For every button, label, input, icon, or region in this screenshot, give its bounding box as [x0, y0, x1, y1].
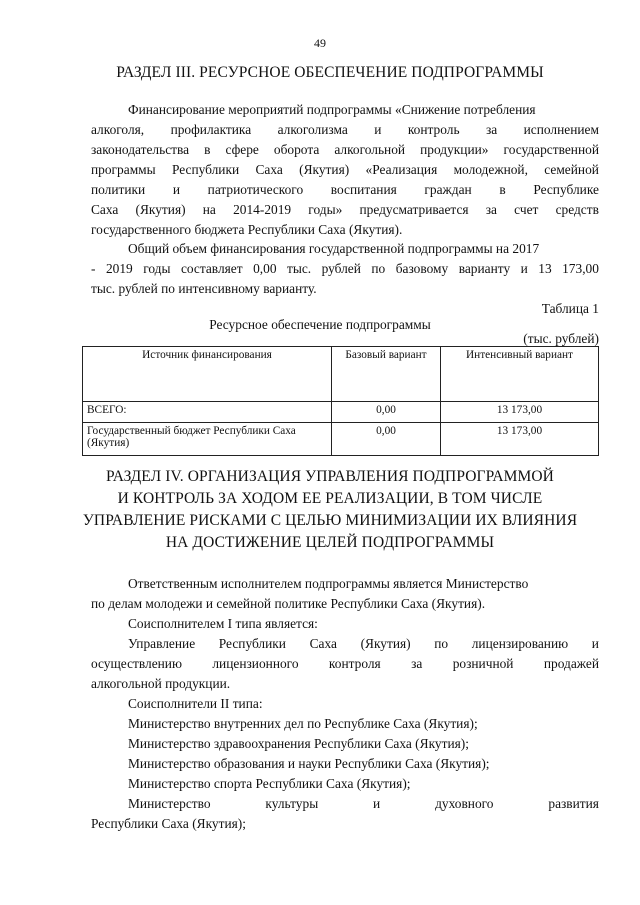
header-intensive: Интенсивный вариант: [441, 347, 599, 402]
word: годы»: [308, 202, 343, 217]
word: тыс.: [286, 261, 312, 276]
cell-intensive: 13 173,00: [441, 423, 599, 456]
header-source: Источник финансирования: [83, 347, 332, 402]
word: на: [202, 202, 216, 217]
table-header-row: [83, 347, 599, 402]
word: рублей: [321, 261, 361, 276]
word: патриотического: [207, 182, 304, 197]
word: алкоголя,: [91, 122, 145, 137]
word: Саха: [309, 636, 337, 651]
word: розничной: [452, 656, 514, 671]
word: алкоголизма: [277, 122, 348, 137]
p1-line-4: [91, 162, 599, 178]
word: 173,00: [562, 261, 599, 276]
word: (Якутия): [360, 636, 411, 651]
word: сфере: [225, 142, 259, 157]
co2-label: Соисполнители II типа:: [128, 696, 263, 711]
word: Республики: [171, 162, 240, 177]
word: 0,00: [253, 261, 277, 276]
word: профилактика: [170, 122, 252, 137]
co1-label: Соисполнителем I типа является:: [128, 616, 318, 631]
word: и: [520, 261, 528, 276]
word: 2019: [105, 261, 133, 276]
co2-item: Министерство образования и науки Республики Саха (Якутия);: [128, 756, 490, 771]
co2-item-last-line-1: [128, 796, 599, 812]
cell-base: 0,00: [332, 402, 441, 423]
word: «Реализация: [365, 162, 438, 177]
cell-intensive: 13 173,00: [441, 402, 599, 423]
word: и: [591, 636, 599, 651]
word: в: [499, 182, 506, 197]
word: составляет: [180, 261, 243, 276]
table-units: (тыс. рублей): [523, 331, 599, 346]
co2-item: Министерство спорта Республики Саха (Якутия);: [128, 776, 411, 791]
word: и: [373, 796, 381, 811]
word: граждан: [424, 182, 472, 197]
word: контроля: [328, 656, 381, 671]
word: семейной: [544, 162, 599, 177]
p1-line-7: государственного бюджета Республики Саха (Якутия).: [91, 222, 403, 237]
word: (Якутия): [299, 162, 350, 177]
word: молодежной,: [453, 162, 528, 177]
table-row: [83, 402, 599, 423]
word: духовного: [435, 796, 494, 811]
word: исполнением: [523, 122, 599, 137]
section-3-heading: РАЗДЕЛ III. РЕСУРСНОЕ ОБЕСПЕЧЕНИЕ ПОДПРОГРАММЫ: [116, 64, 544, 81]
co1-line-2: [91, 656, 599, 672]
word: за: [411, 656, 423, 671]
resp-line-2: по делам молодежи и семейной политике Республики Саха (Якутия).: [91, 596, 486, 611]
co1-line-1: [128, 636, 599, 652]
word: в: [204, 142, 211, 157]
co1-line-3: алкогольной продукции.: [91, 676, 231, 691]
header-base: Базовый вариант: [332, 347, 441, 402]
word: варианту: [458, 261, 511, 276]
word: продукции»: [420, 142, 489, 157]
word: алкогольной: [334, 142, 406, 157]
word: за: [485, 202, 497, 217]
word: счет: [514, 202, 539, 217]
word: Республике: [533, 182, 599, 197]
word: программы: [91, 162, 156, 177]
word: Министерство: [128, 796, 211, 811]
word: Саха: [255, 162, 283, 177]
resource-table: [82, 346, 599, 456]
section-4-heading-line-3: УПРАВЛЕНИЕ РИСКАМИ С ЦЕЛЬЮ МИНИМИЗАЦИИ ИХ ВЛИЯНИЯ: [82, 512, 578, 529]
word: политики: [91, 182, 146, 197]
p2-line-2: [91, 261, 599, 277]
p2-line-1: Общий объем финансирования государственной подпрограммы на 2017: [128, 241, 540, 256]
word: Республики: [218, 636, 286, 651]
section-4-heading-line-4: НА ДОСТИЖЕНИЕ ЦЕЛЕЙ ПОДПРОГРАММЫ: [165, 534, 495, 551]
word: по: [371, 261, 386, 276]
word: и: [172, 182, 181, 197]
word: средств: [555, 202, 599, 217]
word: Управление: [128, 636, 196, 651]
p2-line-3: тыс. рублей по интенсивному варианту.: [91, 281, 317, 296]
table-row: [83, 423, 599, 456]
section-4-heading-line-2: И КОНТРОЛЬ ЗА ХОДОМ ЕЕ РЕАЛИЗАЦИИ, В ТОМ ЧИСЛЕ: [117, 490, 543, 507]
co2-item: Министерство здравоохранения Республики Саха (Якутия);: [128, 736, 469, 751]
word: 13: [538, 261, 552, 276]
word: культуры: [265, 796, 319, 811]
table-title: Ресурсное обеспечение подпрограммы: [209, 317, 431, 332]
cell-base: 0,00: [332, 423, 441, 456]
co2-item-last-line-2: Республики Саха (Якутия);: [91, 816, 246, 831]
word: (Якутия): [135, 202, 186, 217]
word: по: [434, 636, 449, 651]
word: контроль: [407, 122, 460, 137]
word: осуществлению: [91, 656, 182, 671]
resp-line-1: Ответственным исполнителем подпрограммы является Министерство: [128, 576, 529, 591]
word: 2014-2019: [233, 202, 292, 217]
cell-source: Государственный бюджет Республики Саха (Якутия): [83, 423, 332, 456]
co2-item: Министерство внутренних дел по Республике Саха (Якутия);: [128, 716, 478, 731]
p1-line-1: Финансирование мероприятий подпрограммы «Снижение потребления: [128, 102, 536, 117]
word: оборота: [273, 142, 320, 157]
p1-line-2: [91, 122, 599, 138]
word: государственной: [503, 142, 599, 157]
word: базовому: [395, 261, 449, 276]
word: лицензированию: [471, 636, 569, 651]
cell-source: ВСЕГО:: [83, 402, 332, 423]
word: законодательства: [91, 142, 190, 157]
p1-line-5: [91, 182, 599, 198]
p1-line-6: [91, 202, 599, 218]
section-4-heading-line-1: РАЗДЕЛ IV. ОРГАНИЗАЦИЯ УПРАВЛЕНИЯ ПОДПРОГРАММОЙ: [106, 468, 554, 485]
table-label: Таблица 1: [541, 301, 599, 316]
word: продажей: [543, 656, 599, 671]
word: Саха: [91, 202, 119, 217]
word: развития: [548, 796, 599, 811]
p1-line-3: [91, 142, 599, 158]
word: -: [91, 261, 96, 276]
word: годы: [143, 261, 171, 276]
word: лицензионного: [212, 656, 299, 671]
page-number: 49: [314, 36, 326, 50]
word: за: [485, 122, 498, 137]
word: предусматривается: [359, 202, 469, 217]
word: и: [374, 122, 382, 137]
word: воспитания: [330, 182, 397, 197]
